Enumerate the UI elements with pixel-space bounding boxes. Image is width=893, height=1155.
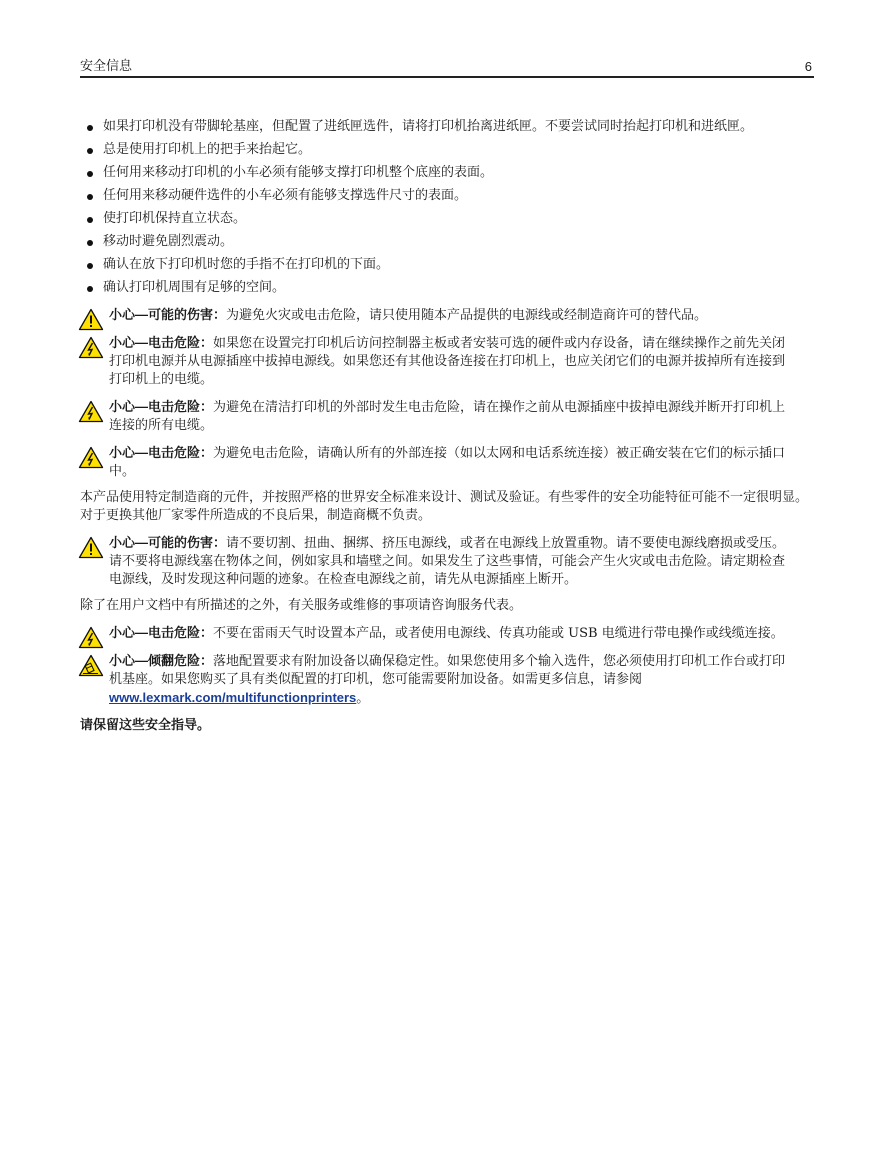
caution-label: 小心—可能的伤害： — [109, 307, 227, 322]
body-paragraph: 本产品使用特定制造商的元件，并按照严格的世界安全标准来设计、测试及验证。有些零件的安全功能特征可能不一定很明显。对于更换其他厂家零件所造成的不良后果，制造商概不负责。 — [80, 490, 809, 523]
header-title: 安全信息 — [80, 59, 133, 74]
list-item: 移动时避免剧烈震动。 — [80, 233, 814, 251]
list-item: 总是使用打印机上的把手来抬起它。 — [80, 141, 814, 159]
page-content — [80, 118, 814, 748]
closing-note: 请保留这些安全指导。 — [80, 718, 211, 733]
caution-text: 请不要切割、扭曲、捆绑、挤压电源线，或者在电源线上放置重物。请不要使电源线磨损或受压。请不要将电源线塞在物体之间，例如家具和墙壁之间。如果发生了这些事情，可能会产生火灾或电击危险。请定期检查电源线，及时发现这种问题的迹象。在检查电源线之前，请先从电源插座上断开。 — [109, 536, 786, 587]
caution-block — [80, 534, 814, 589]
body-paragraph: 除了在用户文档中有所描述的之外，有关服务或维修的事项请咨询服务代表。 — [80, 598, 523, 613]
caution-block — [80, 334, 814, 389]
caution-label: 小心—可能的伤害： — [109, 535, 227, 550]
caution-text: 不要在雷雨天气时设置本产品，或者使用电源线、传真功能或 USB 电缆进行带电操作或线缆连接。 — [213, 626, 784, 641]
caution-block — [80, 652, 814, 708]
caution-label: 小心—电击危险： — [109, 625, 214, 640]
bullet-list — [80, 118, 814, 297]
warning-icon — [78, 536, 104, 559]
caution-label: 小心—电击危险： — [109, 445, 214, 460]
caution-text: 为避免火灾或电击危险，请只使用随本产品提供的电源线或经制造商许可的替代品。 — [226, 308, 708, 323]
electric-shock-icon — [78, 336, 104, 359]
list-item: 如果打印机没有带脚轮基座，但配置了进纸匣选件，请将打印机抬离进纸匣。不要尝试同时抬起打印机和进纸匣。 — [80, 118, 814, 136]
caution-block — [80, 398, 814, 435]
caution-text: 落地配置要求有附加设备以确保稳定性。如果您使用多个输入选件，您必须使用打印机工作台或打印机基座。如果您购买了具有类似配置的打印机，您可能需要附加设备。如需更多信息，请参阅 — [109, 654, 786, 687]
electric-shock-icon — [78, 400, 104, 423]
caution-block — [80, 444, 814, 481]
list-item: 任何用来移动硬件选件的小车必须有能够支撑选件尺寸的表面。 — [80, 187, 814, 205]
caution-text: 如果您在设置完打印机后访问控制器主板或者安装可选的硬件或内存设备，请在继续操作之前先关闭打印机电源并从电源插座中拔掉电源线。如果您还有其他设备连接在打印机上，也应关闭它们的电源并拔掉所有连接到打印机上的电缆。 — [109, 336, 786, 387]
caution-text-end: 。 — [356, 691, 370, 706]
caution-label: 小心—电击危险： — [109, 335, 214, 350]
lexmark-link[interactable]: www.lexmark.com/multifunctionprinters — [109, 690, 357, 705]
caution-block — [80, 306, 814, 325]
caution-text: 为避免电击危险，请确认所有的外部连接（如以太网和电话系统连接）被正确安装在它们的标示插口中。 — [109, 446, 786, 479]
caution-block — [80, 624, 814, 643]
electric-shock-icon — [78, 626, 104, 649]
list-item: 任何用来移动打印机的小车必须有能够支撑打印机整个底座的表面。 — [80, 164, 814, 182]
list-item: 确认在放下打印机时您的手指不在打印机的下面。 — [80, 256, 814, 274]
page-header — [80, 58, 814, 78]
caution-label: 小心—倾翻危险： — [109, 653, 214, 668]
caution-text: 为避免在清洁打印机的外部时发生电击危险，请在操作之前从电源插座中拔掉电源线并断开打印机上连接的所有电缆。 — [109, 400, 786, 433]
page-number: 6 — [804, 59, 812, 74]
caution-label: 小心—电击危险： — [109, 399, 214, 414]
tip-over-icon — [78, 654, 104, 677]
list-item: 使打印机保持直立状态。 — [80, 210, 814, 228]
electric-shock-icon — [78, 446, 104, 469]
warning-icon — [78, 308, 104, 331]
list-item: 确认打印机周围有足够的空间。 — [80, 279, 814, 297]
